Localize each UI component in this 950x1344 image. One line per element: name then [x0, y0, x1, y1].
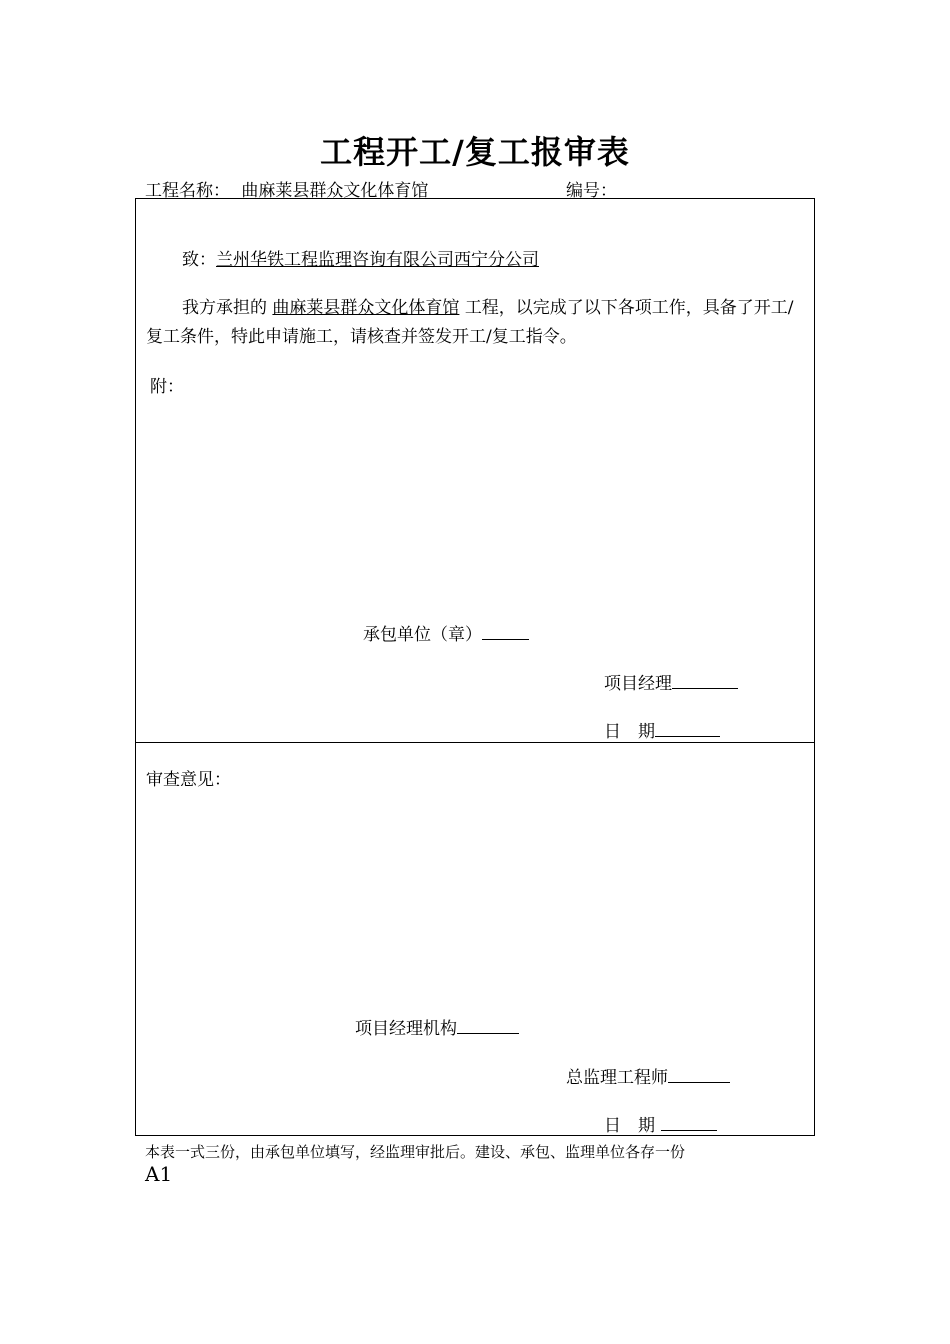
recipient-row: [182, 245, 549, 270]
attachment-label: 附：: [150, 377, 184, 397]
form-code: A1: [145, 1162, 173, 1186]
footer-note: 本表一式三份，由承包单位填写，经监理审批后。建设、承包、监理单位各存一份: [145, 1143, 686, 1161]
chief-label: 总监理工程师: [566, 1068, 668, 1088]
pm-label: 项目经理: [604, 674, 672, 694]
bottom-date-label: 日 期: [604, 1116, 655, 1136]
form-table: [135, 198, 815, 1136]
contractor-label: 承包单位（章）: [363, 625, 482, 645]
bottom-date-row: [604, 1111, 717, 1136]
recipient-org: 兰州华铁工程监理咨询有限公司西宁分公司: [216, 250, 539, 270]
para-suffix: 工程，以完成了以下各项工作，具备了开工/复工条件，特此申请施工，请核查并签发开工/复工指令。: [146, 298, 794, 347]
para-project-name: 曲麻莱县群众文化体育馆: [272, 298, 460, 318]
chief-signature-row: [566, 1063, 730, 1088]
top-date-label: 日 期: [604, 722, 655, 742]
project-label: 工程名称：: [145, 181, 230, 201]
form-title: 工程开工/复工报审表: [320, 133, 630, 171]
org-label: 项目经理机构: [355, 1019, 457, 1039]
pm-blank[interactable]: [672, 673, 738, 689]
project-name: 曲麻莱县群众文化体育馆: [241, 181, 429, 201]
top-date-row: [604, 717, 720, 742]
top-date-blank[interactable]: [655, 721, 720, 737]
to-label: 致：: [182, 250, 216, 270]
review-label: 审查意见：: [146, 770, 231, 790]
section-divider: [136, 742, 814, 743]
chief-blank[interactable]: [668, 1067, 730, 1083]
pm-signature-row: [604, 669, 738, 694]
number-label: 编号：: [566, 181, 617, 201]
contractor-blank[interactable]: [482, 624, 529, 640]
contractor-signature-row: [363, 620, 529, 645]
org-signature-row: [355, 1014, 519, 1039]
para-prefix: 我方承担的: [182, 298, 267, 318]
org-blank[interactable]: [457, 1018, 519, 1034]
bottom-date-blank[interactable]: [661, 1115, 717, 1131]
application-paragraph: [146, 294, 810, 352]
